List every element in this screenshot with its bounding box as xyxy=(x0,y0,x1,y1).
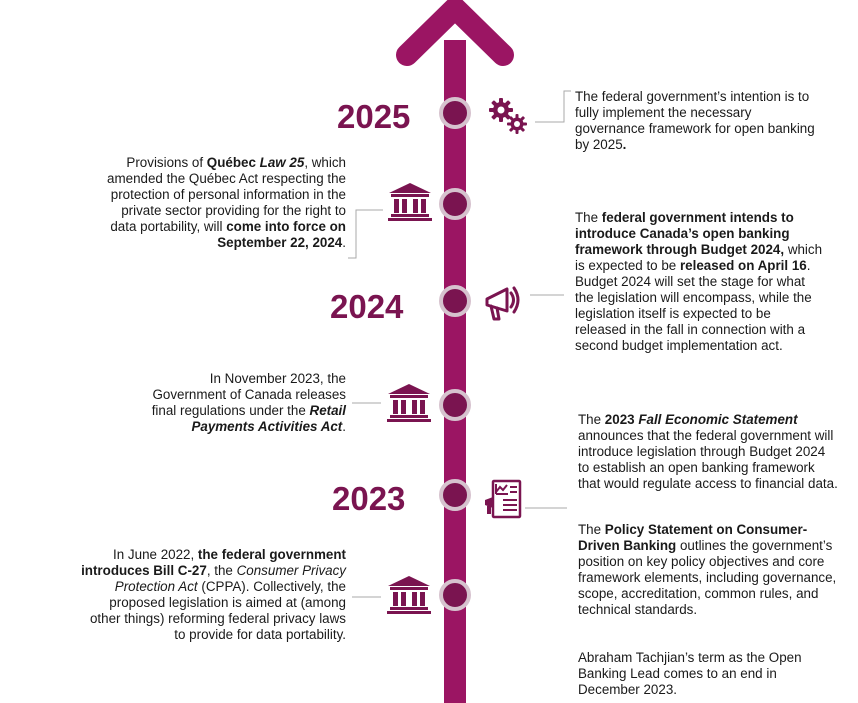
timeline-node-2022 xyxy=(441,581,469,609)
institution-icon xyxy=(386,383,432,423)
megaphone-icon xyxy=(483,281,523,323)
event-bill-c27-text: In June 2022, the federal government introduces Bill C-27, the Consumer Privacy Protection Act (CPPA). Collectively, the proposed legislation is aimed at (among other things) reforming federal privacy laws to provide for data portability. xyxy=(81,547,346,642)
timeline-node-quebec xyxy=(441,190,469,218)
event-budget-2024-text: The federal government intends to introduce Canada’s open banking framework through Budget 2024, which is expected to be released on April 16. Budget 2024 will set the stage for what the legislation will encompass, while the legislation itself is expected to be released in the fall in connection with a second budget implementation act. xyxy=(575,210,823,353)
year-label-2024: 2024 xyxy=(330,288,404,325)
year-label-2023: 2023 xyxy=(332,480,406,517)
year-label-2025: 2025 xyxy=(337,98,411,135)
connector-2025 xyxy=(535,91,571,122)
event-quebec-law25-text: Provisions of Québec Law 25, which amended the Québec Act respecting the protection of personal information in the private sector providing for the right to data portability, will come into force on September 22, 2024. xyxy=(107,155,346,250)
institution-icon xyxy=(386,575,432,615)
event-nov-2023-regulations-text: In November 2023, the Government of Canada releases final regulations under the Retail Payments Activities Act. xyxy=(151,371,346,434)
event-fall-economic-statement-text: The 2023 Fall Economic Statement announces that the federal government will introduce legislation through Budget 2024 to establish an open banking framework that would regulate access to financial data. xyxy=(578,412,838,491)
connector-quebec xyxy=(348,210,383,258)
event-open-banking-lead-text: Abraham Tachjian’s term as the Open Banking Lead comes to an end in December 2023. xyxy=(578,650,802,697)
timeline-node-nov2023 xyxy=(441,391,469,419)
report-icon xyxy=(484,478,524,520)
timeline-node-2025 xyxy=(441,99,469,127)
timeline-node-2023 xyxy=(441,481,469,509)
gears-icon xyxy=(486,96,530,136)
event-policy-statement-text: The Policy Statement on Consumer-Driven Banking outlines the government’s position on key policy objectives and core framework elements, including governance, scope, accreditation, common rules, and technical standards. xyxy=(578,522,837,617)
timeline-node-2024 xyxy=(441,287,469,315)
institution-icon xyxy=(387,182,433,222)
event-2025-governance-text: The federal government’s intention is to fully implement the necessary governance framework for open banking by 2025. xyxy=(575,89,815,152)
